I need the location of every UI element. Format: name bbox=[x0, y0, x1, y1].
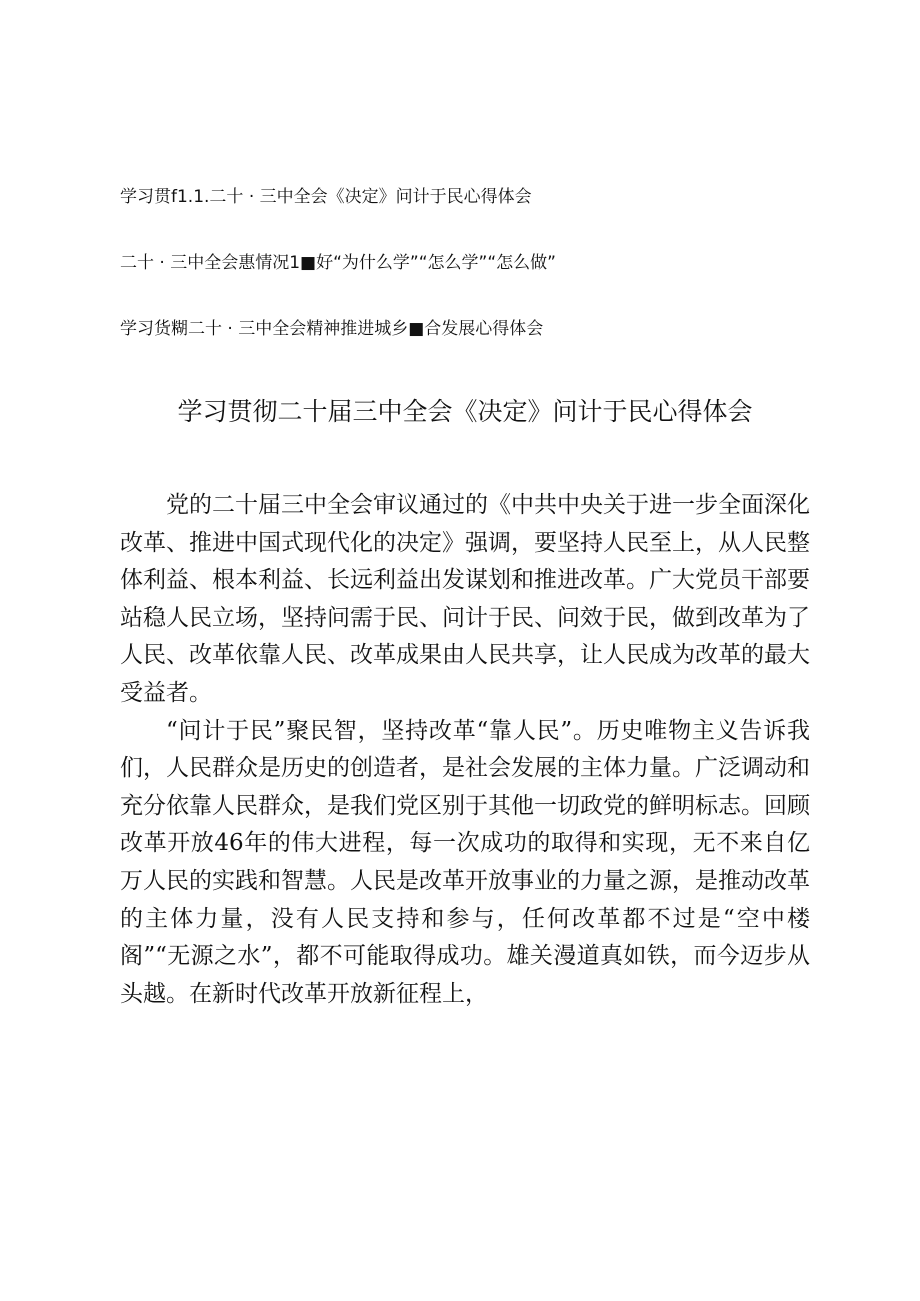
paragraph-2: “问计于民”聚民智，坚持改革“靠人民”。历史唯物主义告诉我们，人民群众是历史的创造者，是社会发展的主体力量。广泛调动和充分依靠人民群众，是我们党区别于其他一切政党的鲜明标志。回顾改革开放46年的伟大进程，每一次成功的取得和实现，无不来自亿万人民的实践和智慧。人民是改革开放事业的力量之源，是推动改革的主体力量，没有人民支持和参与，任何改革都不过是“空中楼阁”“无源之水”，都不可能取得成功。雄关漫道真如铁，而今迈步从头越。在新时代改革开放新征程上， bbox=[120, 717, 810, 1007]
table-of-contents bbox=[120, 183, 820, 381]
article-body bbox=[120, 487, 810, 1013]
toc-item-2[interactable]: 二十 · 三中全会惠情况1■好“为什么学”“怎么学”“怎么做” bbox=[120, 253, 556, 273]
paragraph-1: 党的二十届三中全会审议通过的《中共中央关于进一步全面深化改革、推进中国式现代化的决定》强调，要坚持人民至上，从人民整体利益、根本利益、长远利益出发谋划和推进改革。广大党员干部要站稳人民立场，坚持问需于民、问计于民、问效于民，做到改革为了人民、改革依靠人民、改革成果由人民共享，让人民成为改革的最大受益者。 bbox=[120, 492, 810, 706]
toc-item-3[interactable]: 学习货糊二十 · 三中全会精神推进城乡■合发展心得体会 bbox=[120, 319, 544, 339]
toc-item-1[interactable]: 学习贯f1.1.二十 · 三中全会《决定》问计于民心得体会 bbox=[120, 187, 532, 207]
article-title: 学习贯彻二十届三中全会《决定》问计于民心得体会 bbox=[177, 397, 753, 426]
